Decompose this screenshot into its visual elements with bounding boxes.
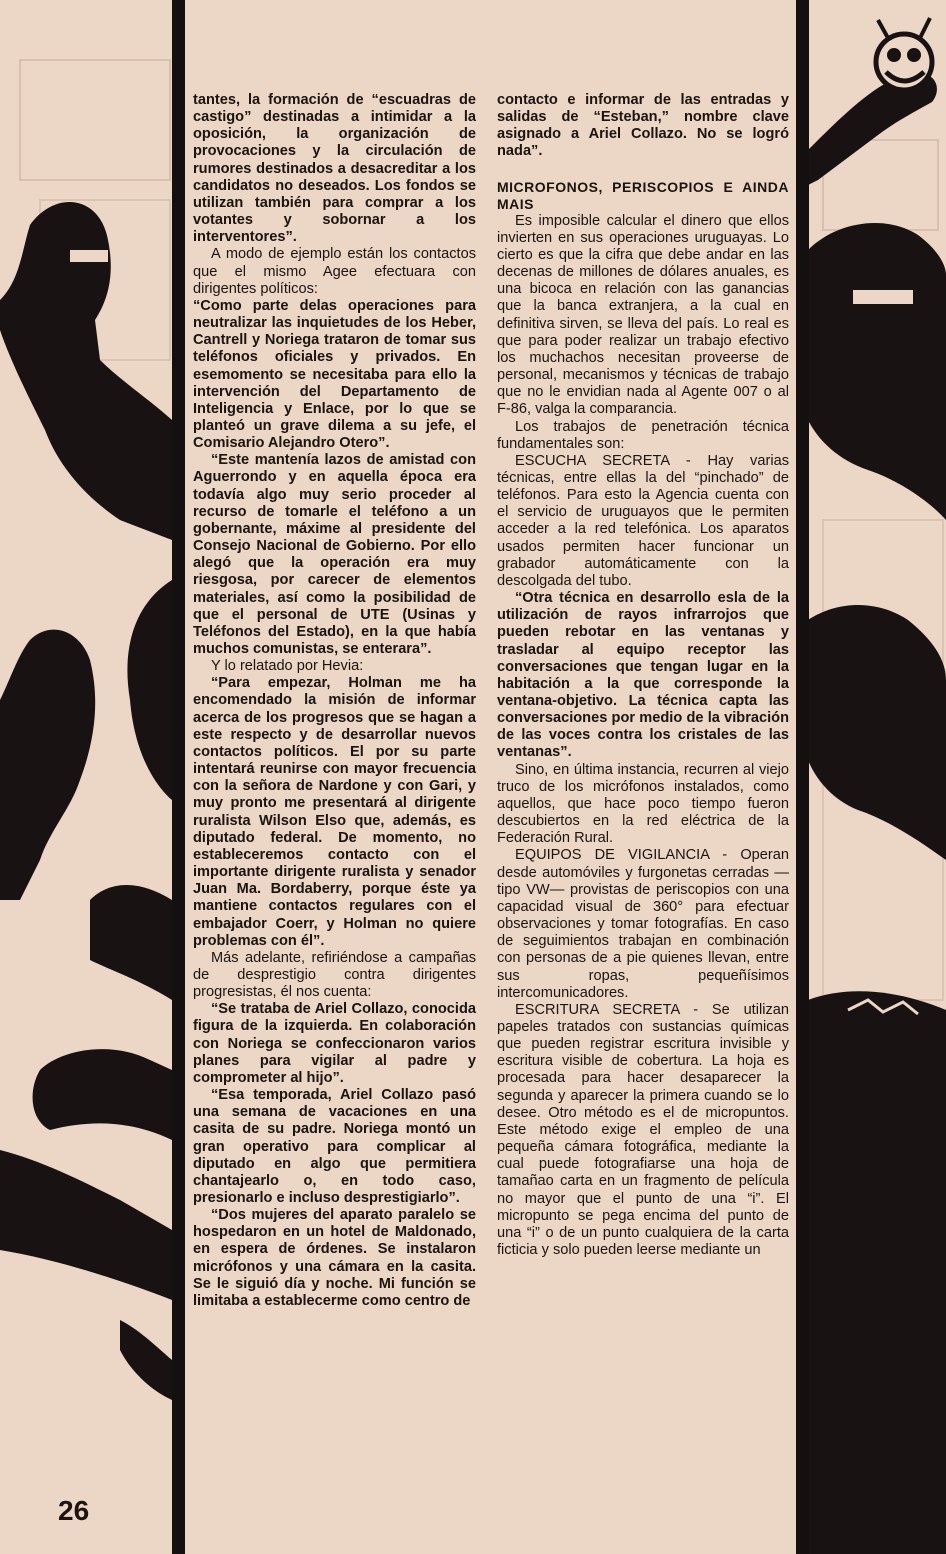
paragraph: Sino, en última instancia, recurren al viejo truco de los micrófonos instalados, como aquellos, que hace poco tiempo fueron descubiertos en la red eléctrica de la Federación Rural. <box>497 761 789 847</box>
text-column-right <box>497 92 789 1259</box>
page-number: 26 <box>58 1495 90 1526</box>
left-black-divider <box>172 0 185 1554</box>
right-black-divider <box>796 0 809 1554</box>
paragraph: EQUIPOS DE VIGILANCIA - Operan desde automóviles y furgonetas cerradas —tipo VW— provistas de periscopios con una capacidad visual de 360° para efectuar observaciones y tomar fotografías. En caso de seguimientos trabajan en combinación con personas de a pie quienes llevan, entre sus ropas, pequeñísimos intercomunicadores. <box>497 847 789 1001</box>
paragraph: Es imposible calcular el dinero que ellos invierten en sus operaciones uruguayas. Lo cierto es que la cifra que debe andar en las decenas de millones de dólares anuales, es una bicoca en relación con las ganancias que la banca extranjera, a la cual en definitiva sirven, se lleva del país. Lo real es que para poder realizar un trabajo efectivo los muchachos necesitan proveerse de personal, mecanismos y técnicas de trabajo que no le envidian nada al Agente 007 o al F-86, valga la comparancia. <box>497 212 789 418</box>
paragraph: “Dos mujeres del aparato paralelo se hospedaron en un hotel de Maldonado, en espera de órdenes. Se instalaron micrófonos y una cámara en la casita. Se le siguió día y noche. Mi función se limitaba a establecerme como centro de <box>193 1207 476 1309</box>
paragraph: “Este mantenía lazos de amistad con Aguerrondo y en aquella época era todavía algo muy serio proceder al recurso de tomarle el teléfono a un gobernante, máxime al presidente del Consejo Nacional de Gobierno. Por ello alegó que la operación era muy riesgosa, por carecer de elementos materiales, así como la posibilidad de que el personal de UTE (Usinas y Teléfonos del Estado), en la que había muchos comunistas, se enterara”. <box>193 452 476 657</box>
paragraph: “Otra técnica en desarrollo esla de la utilización de rayos infrarrojos que pueden rebotar en las ventanas y trasladar al equipo receptor las conversaciones que tengan lugar en la habitación a la que corresponde la ventana-objetivo. La técnica capta las conversaciones por medio de la vibración de las voces contra los cristales de las ventanas”. <box>497 590 789 761</box>
left-margin-illustration <box>0 0 172 1554</box>
paragraph: Más adelante, refiriéndose a campañas de desprestigio contra dirigentes progresistas, él nos cuenta: <box>193 949 476 1001</box>
paragraph: Y lo relatado por Hevia: <box>211 658 364 675</box>
paragraph: tantes, la formación de “escuadras de castigo” destinadas a intimidar a la oposición, la organización de provocaciones y la circulación de rumores destinados a desacreditar a los candidatos no deseados. Los fondos se utilizan también para comprar a los votantes y sobornar a los interventores”. <box>193 92 476 246</box>
section-heading: MICROFONOS, PERISCOPIOS E AINDA MAIS <box>497 178 789 212</box>
paragraph: “Se trataba de Ariel Collazo, conocida figura de la izquierda. En colaboración con Noriega se confeccionaron varios planes para vigilar al padre y comprometer al hijo”. <box>193 1001 476 1086</box>
text-column-left <box>193 92 476 1310</box>
paragraph: ESCUCHA SECRETA - Hay varias técnicas, entre ellas la del “pinchado” de teléfonos. Para esto la Agencia cuenta con el servicio de uruguayos que le permiten acceder a la red telefónica. Los aparatos usados permiten hacer funcionar un grabador automáticamente con la descolgada del tubo. <box>497 452 789 589</box>
cartoon-creature-icon <box>808 18 937 185</box>
right-margin-illustration <box>808 0 946 1554</box>
paragraph: “Esa temporada, Ariel Collazo pasó una semana de vacaciones en una casita de su padre. Noriega montó un gran operativo para complicar al diputado en algo que permitiera chantajearlo o, en todo caso, presionarlo e incluso desprestigiarlo”. <box>193 1087 476 1206</box>
paragraph: “Como parte delas operaciones para neutralizar las inquietudes de los Heber, Cantrell y Noriega trataron de tomar sus teléfonos oficiales y privados. En esemomento se necesitaba para ello la intervención del Departamento de Inteligencia y Enlace, por lo que se planteó un grave dilema a su jefe, el Comisario Alejandro Otero”. <box>193 297 476 452</box>
paragraph: contacto e informar de las entradas y salidas de “Esteban,” nombre clave asignado a Ariel Collazo. No se logró nada”. <box>497 92 789 160</box>
paragraph: ESCRITURA SECRETA - Se utilizan papeles tratados con sustancias químicas que pueden registrar escritura invisible y escritura visible de cobertura. La hoja es procesada para hacer desaparecer la segunda y aparecer la primera cuando se lo desee. Otro método es el de micropuntos. Este método exige el empleo de una pequeña cámara fotográfica, mediante la cual puede fotografiarse una hoja de tamañao carta en un fragmento de película no mayor que el punto de una “i”. El micropunto se pega encima del punto de una “i” o de un punto cualquiera de la carta ficticia y solo pueden leerse mediante un <box>497 1001 789 1258</box>
paragraph: A modo de ejemplo están los contactos que el mismo Agee efectuara con dirigentes políticos: <box>193 246 476 297</box>
paragraph: “Para empezar, Holman me ha encomendado la misión de informar acerca de los progresos que se hagan a este respecto y de desarrollar nuevos contactos políticos. El por su parte intentará reunirse con mayor frecuencia con la señora de Nardone y con Gari, y muy pronto me presentará al dirigente ruralista Wilson Elso que, además, es diputado federal. De momento, no estableceremos contacto con el importante dirigente ruralista y senador Juan Ma. Bordaberry, porque éste ya mantiene contactos regulares con el embajador Coerr, y Holman no quiere problemas con él”. <box>193 675 476 949</box>
paragraph: Los trabajos de penetración técnica fundamentales son: <box>497 418 789 452</box>
